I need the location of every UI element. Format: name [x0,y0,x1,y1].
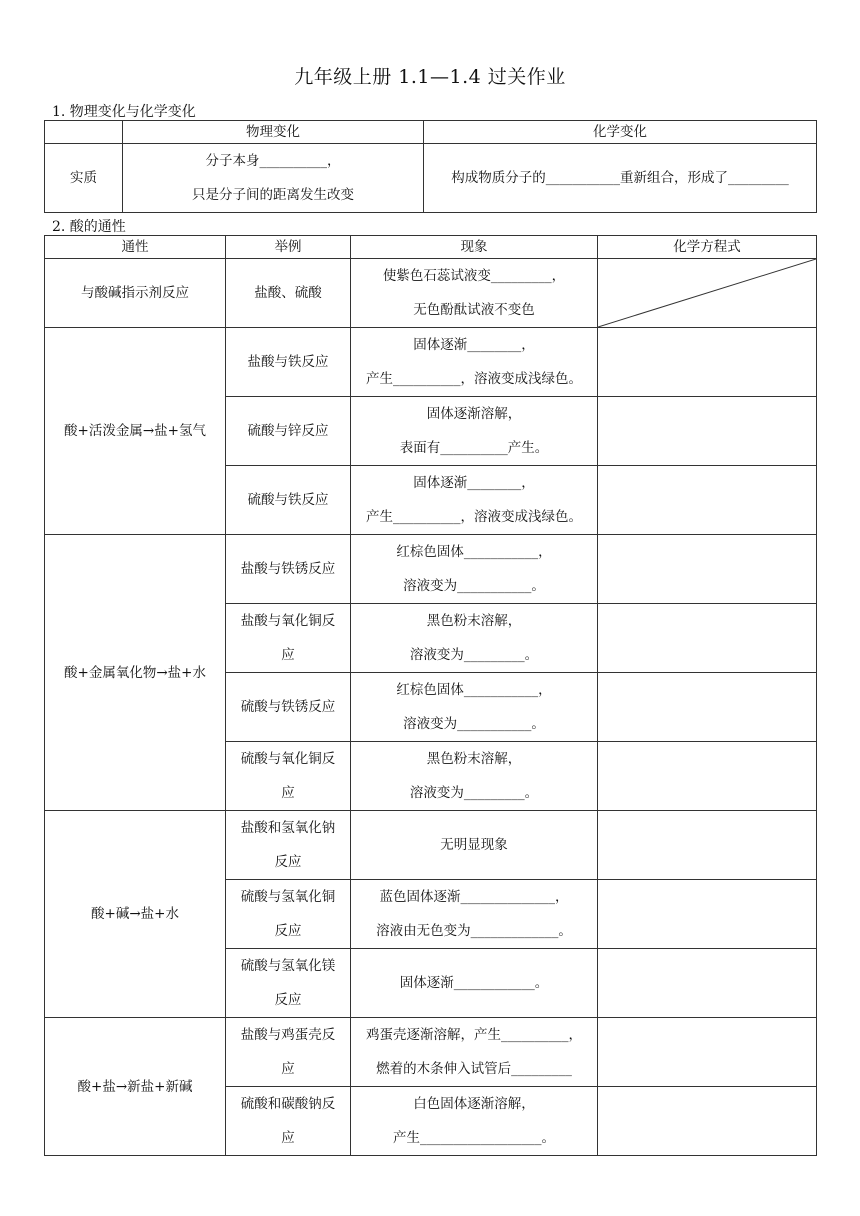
example-cell [226,742,351,811]
phenomenon-line: 蓝色固体逐渐______________， [379,889,569,905]
phenomenon-line: 溶液变为_________。 [409,785,539,801]
equation-cell [598,328,817,397]
example-line: 盐酸与铁锈反应 [240,561,336,577]
example-cell [226,949,351,1018]
row-label-essence: 实质 [45,144,123,213]
example-line: 反应 [274,923,302,939]
physical-essence-cell [123,144,424,213]
example-cell [226,811,351,880]
phenomenon-line: 溶液变为___________。 [403,716,545,732]
phenomenon-cell [351,604,598,673]
phenomenon-cell [351,949,598,1018]
header-phenomenon: 现象 [351,236,598,259]
phenomenon-line: 黑色粉末溶解， [426,613,522,629]
equation-cell [598,466,817,535]
equation-cell [598,535,817,604]
phenomenon-cell [351,880,598,949]
example-cell [226,673,351,742]
example-line: 硫酸与氧化铜反 [240,751,336,767]
phenomenon-line: 红棕色固体___________， [396,682,552,698]
phenomenon-cell [351,259,598,328]
example-line: 盐酸与氧化铜反 [240,613,336,629]
example-cell [226,604,351,673]
property-cell: 酸+盐→新盐+新碱 [45,1018,226,1156]
example-line: 应 [281,785,295,801]
example-cell [226,1087,351,1156]
header-equation: 化学方程式 [598,236,817,259]
phenomenon-line: 溶液由无色变为_____________。 [376,923,572,939]
phenomenon-line: 固体逐渐________， [413,475,535,491]
phenomenon-cell [351,397,598,466]
example-line: 硫酸与氢氧化镁 [240,958,336,974]
acid-row [45,259,817,328]
equation-cell [598,673,817,742]
acid-row [45,1018,817,1087]
physical-chemical-table [44,120,817,213]
phenomenon-cell [351,673,598,742]
example-line: 应 [281,1130,295,1146]
phenomenon-line: 产生__________________。 [393,1130,555,1146]
property-cell: 酸+活泼金属→盐+氢气 [45,328,226,535]
example-line: 硫酸与铁锈反应 [240,699,336,715]
phenomenon-cell [351,535,598,604]
phenomenon-cell [351,1087,598,1156]
header-property: 通性 [45,236,226,259]
phenomenon-line: 表面有__________产生。 [399,440,549,456]
example-line: 应 [281,1061,295,1077]
example-line: 反应 [274,992,302,1008]
property-cell: 与酸碱指示剂反应 [45,259,226,328]
section-2-heading: 2. 酸的通性 [52,219,126,235]
example-line: 硫酸与锌反应 [247,423,329,439]
equation-cell [598,880,817,949]
phenomenon-cell [351,742,598,811]
example-cell [226,880,351,949]
phenomenon-cell [351,811,598,880]
phenomenon-line: 无明显现象 [440,837,508,853]
header-chemical: 化学变化 [424,121,817,144]
example-line: 反应 [274,854,302,870]
header-example: 举例 [226,236,351,259]
equation-cell [598,1087,817,1156]
example-cell [226,328,351,397]
phenomenon-cell [351,328,598,397]
property-cell: 酸+碱→盐+水 [45,811,226,1018]
acid-row [45,328,817,397]
acid-row [45,535,817,604]
phenomenon-line: 固体逐渐____________。 [399,975,549,991]
corner-cell [45,121,123,144]
phenomenon-line: 固体逐渐________， [413,337,535,353]
example-cell [226,1018,351,1087]
example-cell [226,535,351,604]
equation-cell [598,397,817,466]
phenomenon-line: 使紫色石蕊试液变_________， [382,268,566,284]
example-line: 盐酸与铁反应 [247,354,329,370]
example-line: 硫酸与氢氧化铜 [240,889,336,905]
phenomenon-line: 红棕色固体___________， [396,544,552,560]
example-line: 硫酸和碳酸钠反 [240,1096,336,1112]
example-line: 硫酸与铁反应 [247,492,329,508]
example-line: 盐酸与鸡蛋壳反 [240,1027,336,1043]
phenomenon-line: 黑色粉末溶解， [426,751,522,767]
equation-cell [598,742,817,811]
example-line: 应 [281,647,295,663]
phenomenon-line: 产生__________，溶液变成浅绿色。 [366,371,582,387]
example-line: 盐酸、硫酸 [254,285,322,301]
phenomenon-line: 无色酚酞试液不变色 [413,302,535,318]
example-cell [226,397,351,466]
phenomenon-line: 白色固体逐渐溶解， [413,1096,535,1112]
phenomenon-cell [351,466,598,535]
phenomenon-line: 鸡蛋壳逐渐溶解，产生__________， [366,1027,582,1043]
acid-row [45,811,817,880]
phenomenon-line: 溶液变为_________。 [409,647,539,663]
example-cell [226,466,351,535]
acid-properties-table [44,235,817,1156]
phenomenon-line: 燃着的木条伸入试管后_________ [376,1061,572,1077]
chemical-essence-cell: 构成物质分子的___________重新组合，形成了_________ [424,144,817,213]
physical-line-1: 分子本身__________， [205,153,341,169]
physical-line-2: 只是分子间的距离发生改变 [192,187,354,203]
acid-header-row [45,236,817,259]
property-cell: 酸+金属氧化物→盐+水 [45,535,226,811]
example-cell [226,259,351,328]
equation-cell [598,811,817,880]
page-title: 九年级上册 1.1—1.4 过关作业 [294,66,566,88]
equation-cell [598,1018,817,1087]
equation-cell [598,604,817,673]
section-1-heading: 1. 物理变化与化学变化 [52,104,196,120]
header-physical: 物理变化 [123,121,424,144]
example-line: 盐酸和氢氧化钠 [240,820,336,836]
equation-cell [598,949,817,1018]
phenomenon-line: 产生__________，溶液变成浅绿色。 [366,509,582,525]
diagonal-line-icon [598,259,816,327]
phenomenon-cell [351,1018,598,1087]
phenomenon-line: 溶液变为___________。 [403,578,545,594]
phenomenon-line: 固体逐渐溶解， [426,406,522,422]
equation-cell-crossed [598,259,817,328]
